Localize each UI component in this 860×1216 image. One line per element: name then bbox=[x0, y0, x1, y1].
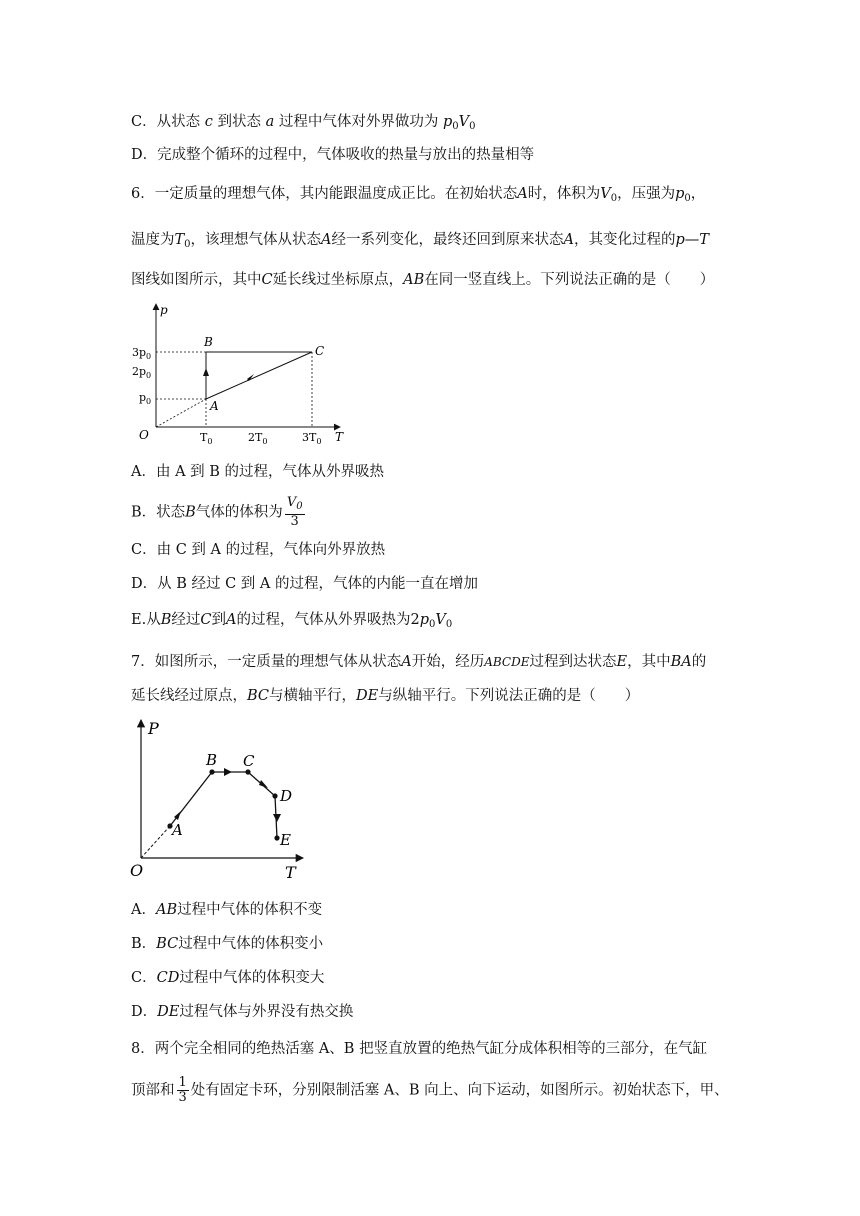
sub: 0 bbox=[684, 193, 691, 204]
q8-stem-line1: 8．两个完全相同的绝热活塞 A、B 把竖直放置的绝热气缸分成体积相等的三部分，在气缸 bbox=[131, 1041, 708, 1057]
fraction-V0-over-3 bbox=[285, 496, 305, 529]
text: ， bbox=[690, 186, 706, 202]
q6-line-CA bbox=[206, 352, 312, 399]
text: 处有固定卡环，分别限制活塞 A、B 向上、向下运动，如图所示。初始状态下，甲、 bbox=[190, 1082, 729, 1099]
var-B: B bbox=[185, 504, 196, 521]
var-A: A bbox=[225, 612, 237, 628]
text: 顶部和 bbox=[131, 1082, 175, 1099]
text: 经一系列变化，最终还回到原来状态 bbox=[331, 232, 564, 248]
q7-option-a bbox=[131, 900, 322, 920]
text: 的过程，气体从外界吸热为 bbox=[236, 612, 411, 628]
text: 过程中气体对外界做功为 bbox=[274, 114, 443, 130]
var-a: a bbox=[265, 114, 275, 130]
q7-option-d bbox=[131, 1002, 353, 1022]
q6-p-axis-label: p bbox=[160, 303, 168, 317]
text: 与横轴平行， bbox=[269, 688, 357, 704]
var-p: p bbox=[419, 612, 429, 628]
q6-T-axis-label: T bbox=[335, 430, 344, 444]
q7-dot-D bbox=[272, 793, 277, 798]
text: 过程中气体的体积不变 bbox=[177, 902, 323, 918]
text: B．状态 bbox=[131, 504, 186, 521]
text: C． bbox=[131, 970, 157, 986]
numerator bbox=[285, 496, 305, 515]
sub: 0 bbox=[452, 121, 459, 132]
var-CD: CD bbox=[156, 970, 180, 986]
var-p: p bbox=[675, 186, 685, 202]
var-V: V bbox=[435, 612, 446, 628]
var-A: A bbox=[321, 232, 332, 248]
q7-T-axis-label: T bbox=[285, 863, 296, 882]
text: C．从状态 bbox=[131, 114, 201, 130]
text: 过程气体与外界没有热交换 bbox=[179, 1004, 354, 1020]
var-C: C bbox=[261, 272, 273, 288]
text: B． bbox=[131, 936, 157, 952]
q6-ytick-2p0: $2p_0$ bbox=[132, 365, 152, 380]
text: ，其中 bbox=[627, 654, 671, 670]
text: 图线如图所示，其中 bbox=[131, 272, 262, 288]
sub: 0 bbox=[296, 501, 303, 512]
text: D． bbox=[131, 1004, 158, 1020]
q7-PT-graph bbox=[128, 714, 318, 884]
var-BC: BC bbox=[156, 936, 179, 952]
denominator: 3 bbox=[290, 514, 299, 529]
fraction-one-third bbox=[177, 1076, 189, 1105]
q6-dash-origin-A bbox=[156, 399, 206, 427]
q6-option-d: D．从 B 经过 C 到 A 的过程，气体的内能一直在增加 bbox=[131, 576, 478, 592]
q6-xtick-T0: $T_0$ bbox=[200, 431, 213, 446]
text: ，其变化过程的 bbox=[574, 232, 676, 248]
q7-origin-label: O bbox=[130, 861, 144, 880]
q6-ytick-p0: $p_0$ bbox=[139, 391, 152, 406]
text: 过程中气体的体积变大 bbox=[179, 970, 325, 986]
text: 与纵轴平行。下列说法正确的是（ ） bbox=[378, 688, 640, 704]
q7-stem-line2 bbox=[131, 686, 639, 706]
q6-point-A: A bbox=[210, 399, 219, 413]
q7-point-D: D bbox=[280, 787, 293, 805]
text: 温度为 bbox=[131, 232, 175, 248]
q6-xtick-2T0: $2T_0$ bbox=[248, 431, 268, 446]
text: 经过 bbox=[171, 612, 201, 628]
q6-point-B: B bbox=[204, 335, 213, 349]
var-T: T bbox=[174, 232, 185, 248]
q6-point-C: C bbox=[315, 344, 325, 358]
var-V: V bbox=[458, 114, 470, 130]
q6-stem-line2 bbox=[131, 230, 709, 255]
coef: 2 bbox=[410, 612, 420, 628]
text: 延长线过坐标原点， bbox=[272, 272, 404, 288]
q7-arrow-DE bbox=[273, 814, 281, 822]
q6-ytick-3p0: $3p_0$ bbox=[132, 346, 152, 361]
q6-option-a: A．由 A 到 B 的过程，气体从外界吸热 bbox=[131, 464, 385, 480]
q5-option-d: D．完成整个循环的过程中，气体吸收的热量与放出的热量相等 bbox=[131, 147, 535, 163]
q7-arrow-BC bbox=[224, 768, 232, 776]
q7-dash-origin-A bbox=[141, 826, 170, 858]
var-pT: p—T bbox=[675, 232, 709, 248]
text: 到状态 bbox=[212, 114, 266, 130]
q6-pT-graph bbox=[128, 300, 358, 450]
numerator: 1 bbox=[178, 1075, 187, 1090]
q6-stem-line3 bbox=[131, 270, 714, 290]
text: E.从 bbox=[131, 612, 161, 628]
text: 时，体积为 bbox=[527, 186, 601, 202]
text: A． bbox=[131, 902, 156, 918]
var-A: A bbox=[401, 654, 412, 670]
var-E: E bbox=[616, 654, 628, 670]
sub: 0 bbox=[428, 619, 436, 630]
q6-option-e bbox=[131, 610, 452, 635]
var-p: p bbox=[442, 114, 453, 130]
var-A: A bbox=[517, 186, 528, 202]
var-V: V bbox=[600, 186, 611, 202]
q6-option-c: C．由 C 到 A 的过程，气体向外界放热 bbox=[131, 542, 386, 558]
q5-option-c bbox=[131, 112, 475, 137]
q7-point-A: A bbox=[172, 821, 183, 839]
q7-option-c bbox=[131, 968, 324, 988]
text: 在同一竖直线上。下列说法正确的是（ ） bbox=[424, 272, 715, 288]
var-BC: BC bbox=[247, 688, 270, 704]
var-V: V bbox=[286, 495, 297, 510]
q6-arrow-CA bbox=[247, 374, 254, 381]
var-BA: BA bbox=[670, 654, 692, 670]
q7-option-b bbox=[131, 934, 323, 954]
text: 6．一定质量的理想气体，其内能跟温度成正比。在初始状态 bbox=[131, 186, 518, 202]
var-ABCDE: ABCDE bbox=[484, 655, 530, 669]
q6-stem-line1 bbox=[131, 184, 705, 209]
q7-stem-line1 bbox=[131, 652, 706, 672]
text: 到 bbox=[211, 612, 226, 628]
text: ，压强为 bbox=[617, 186, 676, 202]
var-AB: AB bbox=[403, 272, 425, 288]
var-c: c bbox=[204, 114, 213, 130]
sub: 0 bbox=[610, 193, 618, 204]
q7-point-B: B bbox=[206, 751, 218, 769]
q7-dot-E bbox=[274, 835, 279, 840]
sub: 0 bbox=[184, 239, 191, 250]
sub: 0 bbox=[469, 121, 476, 132]
q7-point-E: E bbox=[280, 831, 291, 849]
q6-origin-label: O bbox=[139, 428, 149, 442]
text: 过程中气体的体积变小 bbox=[178, 936, 324, 952]
q7-dot-B bbox=[209, 769, 214, 774]
q8-stem-line2 bbox=[131, 1076, 729, 1105]
text: ，该理想气体从状态 bbox=[190, 232, 322, 248]
text: 7．如图所示，一定质量的理想气体从状态 bbox=[131, 654, 402, 670]
text: 的 bbox=[691, 654, 707, 670]
q6-arrow-AB bbox=[203, 368, 209, 376]
text: 延长线经过原点， bbox=[131, 688, 247, 704]
q6-xtick-3T0: $3T_0$ bbox=[302, 431, 322, 446]
var-DE: DE bbox=[356, 688, 379, 704]
sub: 0 bbox=[445, 619, 453, 630]
text: 开始，经历 bbox=[411, 654, 485, 670]
text: 过程到达状态 bbox=[529, 654, 617, 670]
text: 气体的体积为 bbox=[195, 504, 283, 521]
var-B: B bbox=[160, 612, 172, 628]
var-C: C bbox=[200, 612, 212, 628]
q7-arrow-CD bbox=[259, 780, 268, 788]
var-A: A bbox=[563, 232, 575, 248]
var-DE: DE bbox=[157, 1004, 180, 1020]
denominator: 3 bbox=[178, 1090, 187, 1105]
var-AB: AB bbox=[155, 902, 178, 918]
q7-dot-C bbox=[245, 769, 250, 774]
q6-option-b bbox=[131, 496, 307, 529]
q7-P-axis-label: P bbox=[148, 719, 159, 738]
q7-point-C: C bbox=[243, 752, 255, 770]
